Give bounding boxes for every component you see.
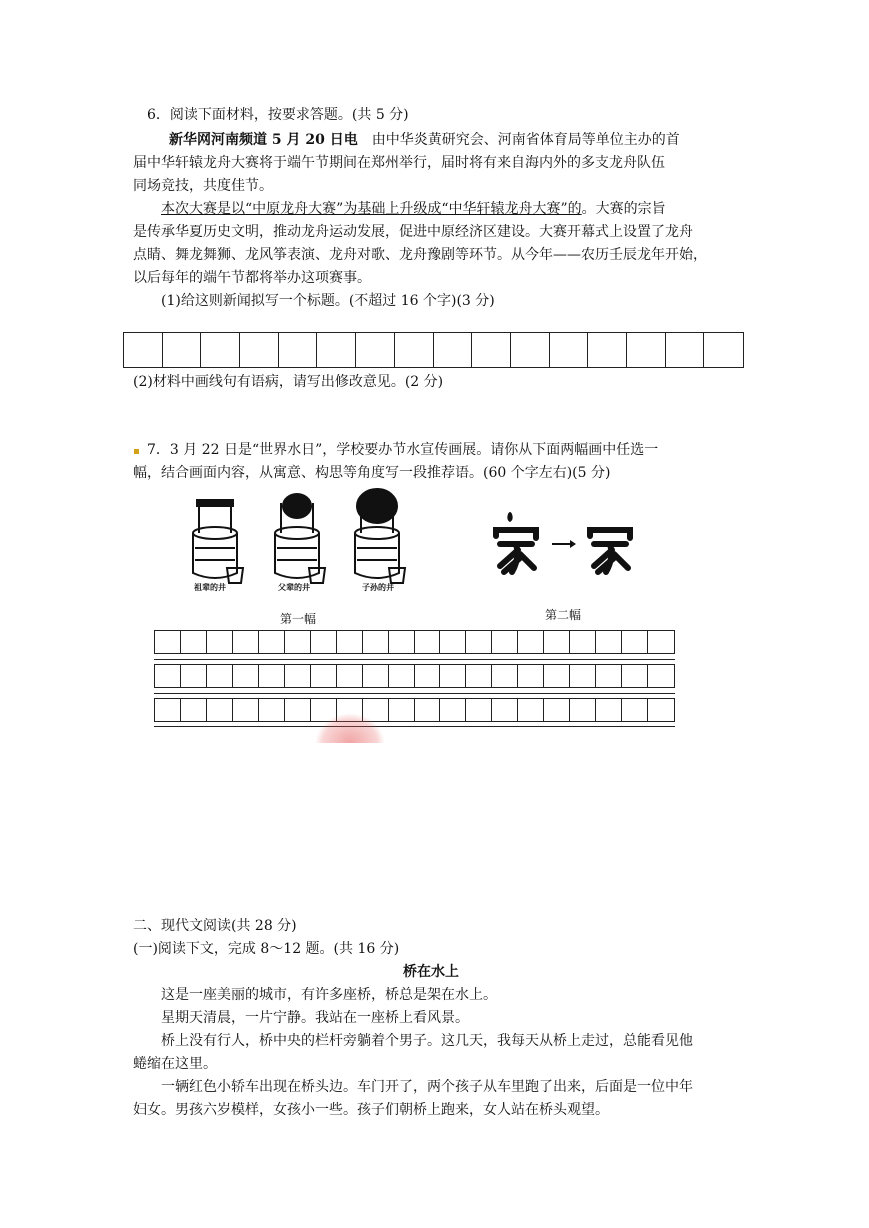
section2-part1: (一)阅读下文，完成 8～12 题。(共 16 分) [133, 941, 400, 957]
writing-cell[interactable] [440, 665, 466, 687]
writing-cell[interactable] [389, 631, 415, 653]
writing-cell[interactable] [518, 665, 544, 687]
q6-paragraph2-line3: 点睛、舞龙舞狮、龙风筝表演、龙舟对歌、龙舟豫剧等环节。从今年——农历壬辰龙年开始， [133, 247, 707, 263]
writing-cell[interactable] [440, 631, 466, 653]
caption-descendants: 子孙的井 [362, 583, 394, 592]
writing-cell[interactable] [363, 631, 389, 653]
writing-cell[interactable] [233, 699, 259, 721]
writing-cell[interactable] [389, 665, 415, 687]
well-captions [194, 582, 394, 593]
writing-cell[interactable] [570, 665, 596, 687]
writing-cell[interactable] [259, 699, 285, 721]
answer-cell[interactable] [356, 333, 395, 367]
answer-cell[interactable] [550, 333, 589, 367]
writing-cell[interactable] [259, 665, 285, 687]
writing-cell[interactable] [285, 665, 311, 687]
underlined-sentence: 本次大赛是以“中原龙舟大赛”为基础上升级成“中华轩辕龙舟大赛”的 [161, 201, 582, 217]
writing-cell[interactable] [311, 631, 337, 653]
section2-heading: 二、现代文阅读(共 28 分) [133, 918, 297, 934]
answer-cell[interactable] [588, 333, 627, 367]
writing-cell[interactable] [596, 631, 622, 653]
writing-cell[interactable] [155, 665, 181, 687]
q6-paragraph1-line3: 同场竞技，共度佳节。 [133, 178, 273, 194]
writing-cell[interactable] [544, 699, 570, 721]
q6-sub1: (1)给这则新闻拟写一个标题。(不超过 16 个字)(3 分) [161, 293, 495, 309]
answer-cell[interactable] [124, 333, 163, 367]
writing-grid-row[interactable] [154, 698, 675, 722]
caption-parents: 父辈的井 [278, 583, 310, 592]
writing-cell[interactable] [337, 631, 363, 653]
q6-paragraph2-line2: 是传承华夏历史文明，推动龙舟运动发展，促进中原经济区建设。大赛开幕式上设置了龙舟 [133, 224, 693, 240]
writing-cell[interactable] [311, 665, 337, 687]
writing-cell[interactable] [155, 631, 181, 653]
writing-cell[interactable] [285, 631, 311, 653]
q6-sub2: (2)材料中画线句有语病，请写出修改意见。(2 分) [133, 374, 444, 390]
writing-cell[interactable] [181, 631, 207, 653]
figure1-label: 第一幅 [280, 612, 317, 626]
writing-grid-row[interactable] [154, 630, 675, 654]
grid-separator [154, 693, 675, 694]
answer-cell[interactable] [395, 333, 434, 367]
writing-cell[interactable] [415, 699, 441, 721]
writing-cell[interactable] [544, 665, 570, 687]
q6-paragraph2-line1 [161, 199, 666, 219]
writing-cell[interactable] [285, 699, 311, 721]
writing-cell[interactable] [155, 699, 181, 721]
writing-cell[interactable] [466, 665, 492, 687]
answer-cell[interactable] [666, 333, 705, 367]
writing-cell[interactable] [207, 699, 233, 721]
answer-cell[interactable] [511, 333, 550, 367]
q7-line1: 7．3 月 22 日是“世界水日”，学校要办节水宣传画展。请你从下面两幅画中任选一 [147, 442, 659, 458]
writing-cell[interactable] [596, 699, 622, 721]
answer-cell[interactable] [317, 333, 356, 367]
writing-cell[interactable] [492, 631, 518, 653]
title-answer-grid[interactable] [123, 332, 744, 368]
writing-cell[interactable] [440, 699, 466, 721]
writing-cell[interactable] [181, 665, 207, 687]
article-p1: 这是一座美丽的城市，有许多座桥，桥总是架在水上。 [161, 987, 497, 1003]
writing-cell[interactable] [207, 665, 233, 687]
writing-cell[interactable] [492, 665, 518, 687]
article-p4-line2: 妇女。男孩六岁模样，女孩小一些。孩子们朝桥上跑来，女人站在桥头观望。 [133, 1102, 609, 1118]
q6-p1-rest: 由中华炎黄研究会、河南省体育局等单位主办的首 [357, 132, 680, 148]
writing-cell[interactable] [181, 699, 207, 721]
article-title: 桥在水上 [403, 964, 459, 980]
writing-cell[interactable] [233, 665, 259, 687]
answer-cell[interactable] [704, 333, 743, 367]
red-stamp-mark [315, 713, 385, 743]
article-p2: 星期天清晨，一片宁静。我站在一座桥上看风景。 [161, 1010, 469, 1026]
writing-cell[interactable] [207, 631, 233, 653]
answer-cell[interactable] [201, 333, 240, 367]
answer-cell[interactable] [627, 333, 666, 367]
figure2-label: 第二幅 [545, 608, 582, 622]
writing-cell[interactable] [622, 665, 648, 687]
answer-cell[interactable] [434, 333, 473, 367]
article-p3-line2: 蜷缩在这里。 [133, 1056, 217, 1072]
writing-cell[interactable] [259, 631, 285, 653]
answer-cell[interactable] [163, 333, 202, 367]
writing-cell[interactable] [492, 699, 518, 721]
answer-cell[interactable] [279, 333, 318, 367]
writing-grid-row[interactable] [154, 664, 675, 688]
news-dateline: 新华网河南频道 5 月 20 日电 [169, 132, 358, 148]
q6-p2-rest: 。大赛的宗旨 [581, 201, 666, 217]
answer-cell[interactable] [472, 333, 511, 367]
grid-separator [154, 726, 675, 727]
writing-cell[interactable] [337, 665, 363, 687]
writing-cell[interactable] [648, 665, 674, 687]
writing-cell[interactable] [389, 699, 415, 721]
writing-cell[interactable] [466, 699, 492, 721]
q6-paragraph1-line2: 届中华轩辕龙舟大赛将于端午节期间在郑州举行，届时将有来自海内外的多支龙舟队伍 [133, 155, 665, 171]
q6-paragraph1-line1 [169, 130, 680, 150]
answer-cell[interactable] [240, 333, 279, 367]
writing-cell[interactable] [466, 631, 492, 653]
writing-cell[interactable] [233, 631, 259, 653]
writing-cell[interactable] [648, 631, 674, 653]
caption-ancestors: 祖辈的井 [194, 583, 226, 592]
marker-dot [134, 449, 139, 454]
writing-cell[interactable] [648, 699, 674, 721]
writing-cell[interactable] [570, 699, 596, 721]
grid-separator [154, 659, 675, 660]
q7-line2: 幅，结合画面内容，从寓意、构思等角度写一段推荐语。(60 个字左右)(5 分) [133, 465, 611, 481]
q6-heading: 6．阅读下面材料，按要求答题。(共 5 分) [147, 107, 409, 123]
writing-cell[interactable] [570, 631, 596, 653]
writing-cell[interactable] [518, 631, 544, 653]
q6-paragraph2-line4: 以后每年的端午节都将举办这项赛事。 [133, 270, 371, 286]
writing-cell[interactable] [622, 699, 648, 721]
article-p3-line1: 桥上没有行人，桥中央的栏杆旁躺着个男子。这几天，我每天从桥上走过，总能看见他 [161, 1033, 693, 1049]
writing-cell[interactable] [596, 665, 622, 687]
writing-cell[interactable] [363, 665, 389, 687]
writing-cell[interactable] [518, 699, 544, 721]
poster-figure [150, 488, 675, 728]
jia-calligraphy-image [490, 508, 645, 578]
writing-cell[interactable] [622, 631, 648, 653]
writing-cell[interactable] [415, 631, 441, 653]
article-p4-line1: 一辆红色小轿车出现在桥头边。车门开了，两个孩子从车里跑了出来，后面是一位中年 [161, 1079, 693, 1095]
writing-cell[interactable] [415, 665, 441, 687]
writing-cell[interactable] [544, 631, 570, 653]
